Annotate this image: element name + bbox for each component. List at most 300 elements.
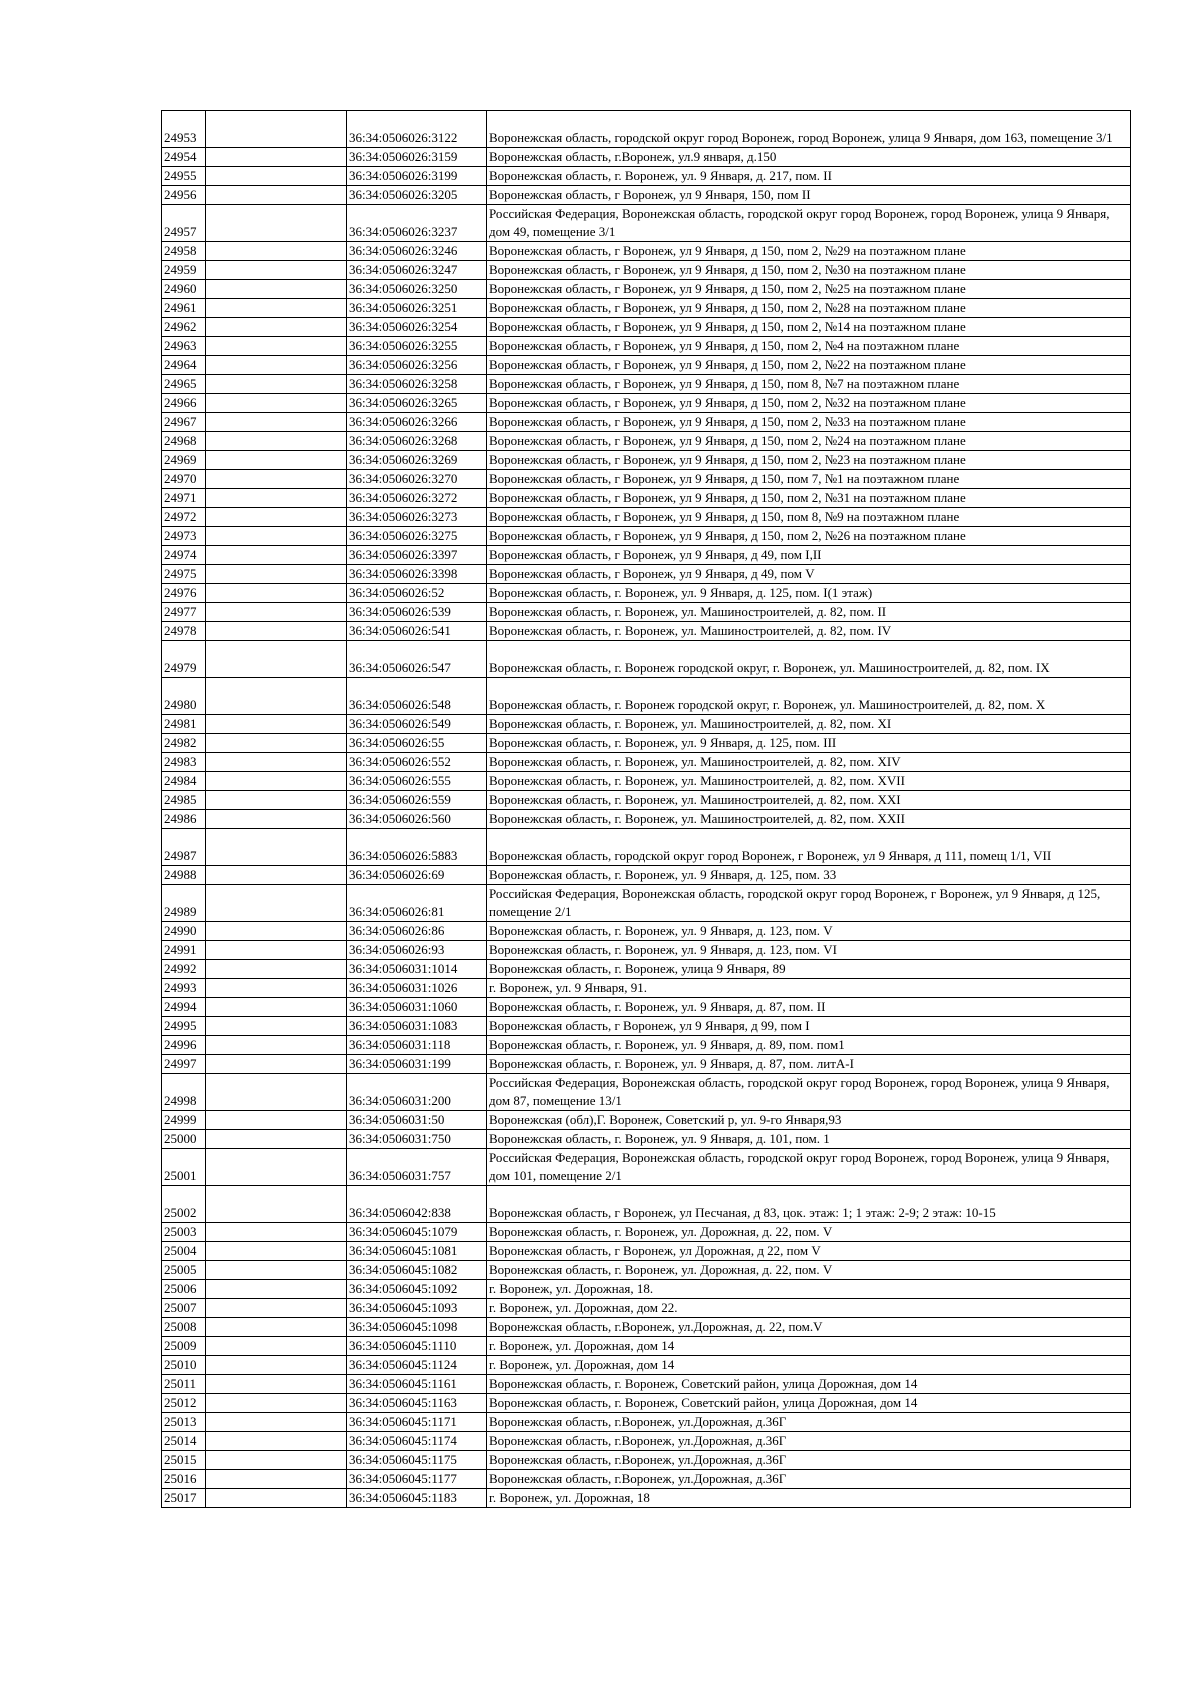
address-cell: Воронежская область, г. Воронеж, ул. Машиностроителей, д. 82, пом. XXII — [487, 810, 1131, 829]
address-cell: Воронежская область, г. Воронеж, ул. 9 Января, д. 123, пом. VI — [487, 941, 1131, 960]
empty-cell — [206, 960, 347, 979]
empty-cell — [206, 979, 347, 998]
empty-cell — [206, 111, 347, 148]
empty-cell — [206, 432, 347, 451]
address-cell: Воронежская область, г Воронеж, ул 9 Января, д 150, пом 2, №25 на поэтажном плане — [487, 280, 1131, 299]
cadastral-number-cell: 36:34:0506026:3247 — [347, 261, 487, 280]
empty-cell — [206, 810, 347, 829]
cadastral-number-cell: 36:34:0506031:1060 — [347, 998, 487, 1017]
row-number-cell: 24968 — [162, 432, 206, 451]
empty-cell — [206, 565, 347, 584]
address-cell: Воронежская область, г Воронеж, ул 9 Января, д 150, пом 2, №31 на поэтажном плане — [487, 489, 1131, 508]
table-row — [162, 1394, 1131, 1413]
cadastral-number-cell: 36:34:0506031:1026 — [347, 979, 487, 998]
table-row — [162, 527, 1131, 546]
row-number-cell: 24957 — [162, 205, 206, 242]
empty-cell — [206, 1337, 347, 1356]
address-cell: Воронежская область, г Воронеж, ул 9 Января, д 150, пом 2, №22 на поэтажном плане — [487, 356, 1131, 375]
address-cell: Российская Федерация, Воронежская область, городской округ город Воронеж, город Воронеж, улица 9 Января, дом 49, помещение 3/1 — [487, 205, 1131, 242]
row-number-cell: 25004 — [162, 1242, 206, 1261]
row-number-cell: 25010 — [162, 1356, 206, 1375]
table-row — [162, 885, 1131, 922]
row-number-cell: 24994 — [162, 998, 206, 1017]
table-row — [162, 1186, 1131, 1223]
row-number-cell: 24954 — [162, 148, 206, 167]
cadastral-number-cell: 36:34:0506026:560 — [347, 810, 487, 829]
address-cell: Воронежская область, г Воронеж, ул 9 Января, д 150, пом 2, №23 на поэтажном плане — [487, 451, 1131, 470]
row-number-cell: 25006 — [162, 1280, 206, 1299]
address-cell: Воронежская область, г. Воронеж, ул. Машиностроителей, д. 82, пом. II — [487, 603, 1131, 622]
cadastral-number-cell: 36:34:0506045:1079 — [347, 1223, 487, 1242]
table-row — [162, 1489, 1131, 1508]
cadastral-number-cell: 36:34:0506045:1124 — [347, 1356, 487, 1375]
cadastral-number-cell: 36:34:0506026:3251 — [347, 299, 487, 318]
table-row — [162, 772, 1131, 791]
table-row — [162, 470, 1131, 489]
cadastral-number-cell: 36:34:0506045:1183 — [347, 1489, 487, 1508]
table-row — [162, 1017, 1131, 1036]
empty-cell — [206, 148, 347, 167]
row-number-cell: 24967 — [162, 413, 206, 432]
empty-cell — [206, 1413, 347, 1432]
address-cell: Воронежская область, г. Воронеж, ул. Дорожная, д. 22, пом. V — [487, 1261, 1131, 1280]
empty-cell — [206, 451, 347, 470]
empty-cell — [206, 941, 347, 960]
address-cell: Воронежская область, г Воронеж, ул 9 Января, д 99, пом I — [487, 1017, 1131, 1036]
row-number-cell: 25000 — [162, 1130, 206, 1149]
address-cell: Воронежская область, г. Воронеж, ул. Машиностроителей, д. 82, пом. XVII — [487, 772, 1131, 791]
row-number-cell: 24995 — [162, 1017, 206, 1036]
cadastral-number-cell: 36:34:0506031:1083 — [347, 1017, 487, 1036]
row-number-cell: 24989 — [162, 885, 206, 922]
row-number-cell: 24983 — [162, 753, 206, 772]
empty-cell — [206, 1489, 347, 1508]
address-cell: Воронежская область, г Воронеж, ул 9 Января, д 150, пом 2, №30 на поэтажном плане — [487, 261, 1131, 280]
table-row — [162, 678, 1131, 715]
empty-cell — [206, 1375, 347, 1394]
table-row — [162, 261, 1131, 280]
table-row — [162, 546, 1131, 565]
empty-cell — [206, 1299, 347, 1318]
row-number-cell: 24975 — [162, 565, 206, 584]
empty-cell — [206, 1055, 347, 1074]
row-number-cell: 24961 — [162, 299, 206, 318]
address-cell: Воронежская область, г Воронеж, ул 9 Января, д 150, пом 2, №29 на поэтажном плане — [487, 242, 1131, 261]
address-cell: Воронежская область, г. Воронеж городской округ, г. Воронеж, ул. Машиностроителей, д. 82, пом. IX — [487, 641, 1131, 678]
table-row — [162, 1130, 1131, 1149]
row-number-cell: 25014 — [162, 1432, 206, 1451]
cadastral-number-cell: 36:34:0506031:750 — [347, 1130, 487, 1149]
table-row — [162, 941, 1131, 960]
row-number-cell: 24987 — [162, 829, 206, 866]
table-row — [162, 1356, 1131, 1375]
table-row — [162, 148, 1131, 167]
cadastral-number-cell: 36:34:0506026:3270 — [347, 470, 487, 489]
row-number-cell: 24966 — [162, 394, 206, 413]
row-number-cell: 24982 — [162, 734, 206, 753]
row-number-cell: 25013 — [162, 1413, 206, 1432]
empty-cell — [206, 1036, 347, 1055]
address-cell: Воронежская область, г. Воронеж, ул. 9 Января, д. 89, пом. пом1 — [487, 1036, 1131, 1055]
address-cell: г. Воронеж, ул. Дорожная, 18. — [487, 1280, 1131, 1299]
cadastral-number-cell: 36:34:0506026:3246 — [347, 242, 487, 261]
empty-cell — [206, 280, 347, 299]
cadastral-number-cell: 36:34:0506026:81 — [347, 885, 487, 922]
table-row — [162, 1470, 1131, 1489]
empty-cell — [206, 470, 347, 489]
empty-cell — [206, 205, 347, 242]
cadastral-number-cell: 36:34:0506031:757 — [347, 1149, 487, 1186]
table-row — [162, 337, 1131, 356]
table-row — [162, 1375, 1131, 1394]
table-row — [162, 432, 1131, 451]
row-number-cell: 24970 — [162, 470, 206, 489]
address-cell: Воронежская область, г. Воронеж, Советский район, улица Дорожная, дом 14 — [487, 1394, 1131, 1413]
table-row — [162, 979, 1131, 998]
row-number-cell: 24964 — [162, 356, 206, 375]
cadastral-number-cell: 36:34:0506026:3272 — [347, 489, 487, 508]
property-table — [161, 110, 1131, 1508]
cadastral-number-cell: 36:34:0506045:1171 — [347, 1413, 487, 1432]
table-row — [162, 998, 1131, 1017]
row-number-cell: 25007 — [162, 1299, 206, 1318]
table-row — [162, 375, 1131, 394]
empty-cell — [206, 715, 347, 734]
table-row — [162, 1451, 1131, 1470]
address-cell: Воронежская область, г.Воронеж, ул.Дорожная, д.36Г — [487, 1451, 1131, 1470]
cadastral-number-cell: 36:34:0506026:555 — [347, 772, 487, 791]
address-cell: г. Воронеж, ул. Дорожная, дом 14 — [487, 1337, 1131, 1356]
cadastral-number-cell: 36:34:0506031:200 — [347, 1074, 487, 1111]
address-cell: Воронежская область, г. Воронеж, Советский район, улица Дорожная, дом 14 — [487, 1375, 1131, 1394]
address-cell: Воронежская область, г Воронеж, ул 9 Января, д 150, пом 8, №9 на поэтажном плане — [487, 508, 1131, 527]
cadastral-number-cell: 36:34:0506026:3250 — [347, 280, 487, 299]
row-number-cell: 25008 — [162, 1318, 206, 1337]
row-number-cell: 24976 — [162, 584, 206, 603]
table-row — [162, 1299, 1131, 1318]
address-cell: Воронежская область, г Воронеж, ул Дорожная, д 22, пом V — [487, 1242, 1131, 1261]
row-number-cell: 24999 — [162, 1111, 206, 1130]
address-cell: Российская Федерация, Воронежская область, городской округ город Воронеж, город Воронеж, улица 9 Января, дом 87, помещение 13/1 — [487, 1074, 1131, 1111]
row-number-cell: 24965 — [162, 375, 206, 394]
table-row — [162, 489, 1131, 508]
empty-cell — [206, 167, 347, 186]
empty-cell — [206, 584, 347, 603]
row-number-cell: 24971 — [162, 489, 206, 508]
table-row — [162, 242, 1131, 261]
address-cell: г. Воронеж, ул. Дорожная, 18 — [487, 1489, 1131, 1508]
address-cell: Воронежская область, г Воронеж, ул 9 Января, д 150, пом 2, №33 на поэтажном плане — [487, 413, 1131, 432]
row-number-cell: 25011 — [162, 1375, 206, 1394]
address-cell: Воронежская область, г Воронеж, ул 9 Января, д 150, пом 2, №4 на поэтажном плане — [487, 337, 1131, 356]
row-number-cell: 24997 — [162, 1055, 206, 1074]
empty-cell — [206, 641, 347, 678]
empty-cell — [206, 885, 347, 922]
table-row — [162, 394, 1131, 413]
empty-cell — [206, 1261, 347, 1280]
table-row — [162, 734, 1131, 753]
empty-cell — [206, 261, 347, 280]
cadastral-number-cell: 36:34:0506045:1092 — [347, 1280, 487, 1299]
empty-cell — [206, 1111, 347, 1130]
empty-cell — [206, 753, 347, 772]
empty-cell — [206, 1394, 347, 1413]
empty-cell — [206, 242, 347, 261]
address-cell: Воронежская область, г. Воронеж, ул. 9 Января, д. 101, пом. 1 — [487, 1130, 1131, 1149]
cadastral-number-cell: 36:34:0506045:1177 — [347, 1470, 487, 1489]
address-cell: Воронежская область, г Воронеж, ул 9 Января, 150, пом II — [487, 186, 1131, 205]
cadastral-number-cell: 36:34:0506026:3273 — [347, 508, 487, 527]
row-number-cell: 25002 — [162, 1186, 206, 1223]
empty-cell — [206, 1242, 347, 1261]
empty-cell — [206, 489, 347, 508]
row-number-cell: 24991 — [162, 941, 206, 960]
table-row — [162, 167, 1131, 186]
empty-cell — [206, 772, 347, 791]
empty-cell — [206, 299, 347, 318]
address-cell: Воронежская область, г. Воронеж, ул. 9 Января, д. 123, пом. V — [487, 922, 1131, 941]
cadastral-number-cell: 36:34:0506026:539 — [347, 603, 487, 622]
cadastral-number-cell: 36:34:0506026:3256 — [347, 356, 487, 375]
row-number-cell: 24978 — [162, 622, 206, 641]
cadastral-number-cell: 36:34:0506045:1161 — [347, 1375, 487, 1394]
address-cell: Воронежская область, г.Воронеж, ул.Дорожная, д.36Г — [487, 1470, 1131, 1489]
row-number-cell: 24988 — [162, 866, 206, 885]
address-cell: Воронежская область, городской округ город Воронеж, город Воронеж, улица 9 Января, дом 163, помещение 3/1 — [487, 111, 1131, 148]
table-row — [162, 1261, 1131, 1280]
address-cell: Воронежская область, г Воронеж, ул 9 Января, д 150, пом 2, №24 на поэтажном плане — [487, 432, 1131, 451]
empty-cell — [206, 356, 347, 375]
address-cell: Воронежская область, г.Воронеж, ул.9 января, д.150 — [487, 148, 1131, 167]
row-number-cell: 24955 — [162, 167, 206, 186]
cadastral-number-cell: 36:34:0506031:1014 — [347, 960, 487, 979]
table-row — [162, 866, 1131, 885]
empty-cell — [206, 508, 347, 527]
cadastral-number-cell: 36:34:0506045:1175 — [347, 1451, 487, 1470]
address-cell: Российская Федерация, Воронежская область, городской округ город Воронеж, г Воронеж, ул 9 Января, д 125, помещение 2/1 — [487, 885, 1131, 922]
cadastral-number-cell: 36:34:0506026:3269 — [347, 451, 487, 470]
row-number-cell: 24956 — [162, 186, 206, 205]
table-row — [162, 922, 1131, 941]
table-row — [162, 603, 1131, 622]
row-number-cell: 24981 — [162, 715, 206, 734]
address-cell: Воронежская область, г. Воронеж, ул. Дорожная, д. 22, пом. V — [487, 1223, 1131, 1242]
address-cell: Воронежская область, г Воронеж, ул Песчаная, д 83, цок. этаж: 1; 1 этаж: 2-9; 2 этаж: 10-15 — [487, 1186, 1131, 1223]
address-cell: Воронежская область, г. Воронеж, улица 9 Января, 89 — [487, 960, 1131, 979]
empty-cell — [206, 1280, 347, 1299]
row-number-cell: 25012 — [162, 1394, 206, 1413]
row-number-cell: 24953 — [162, 111, 206, 148]
address-cell: Воронежская область, г Воронеж, ул 9 Января, д 150, пом 2, №26 на поэтажном плане — [487, 527, 1131, 546]
table-row — [162, 1223, 1131, 1242]
cadastral-number-cell: 36:34:0506026:552 — [347, 753, 487, 772]
table-row — [162, 413, 1131, 432]
empty-cell — [206, 1186, 347, 1223]
row-number-cell: 24993 — [162, 979, 206, 998]
cadastral-number-cell: 36:34:0506026:3255 — [347, 337, 487, 356]
row-number-cell: 24972 — [162, 508, 206, 527]
table-row — [162, 1432, 1131, 1451]
empty-cell — [206, 678, 347, 715]
table-row — [162, 186, 1131, 205]
row-number-cell: 24974 — [162, 546, 206, 565]
table-row — [162, 622, 1131, 641]
empty-cell — [206, 1432, 347, 1451]
address-cell: Воронежская область, г. Воронеж, ул. Машиностроителей, д. 82, пом. XIV — [487, 753, 1131, 772]
address-cell: Воронежская область, г Воронеж, ул 9 Января, д 150, пом 2, №28 на поэтажном плане — [487, 299, 1131, 318]
address-cell: Российская Федерация, Воронежская область, городской округ город Воронеж, город Воронеж, улица 9 Января, дом 101, помещение 2/1 — [487, 1149, 1131, 1186]
table-row — [162, 753, 1131, 772]
address-cell: Воронежская область, г Воронеж, ул 9 Января, д 49, пом V — [487, 565, 1131, 584]
row-number-cell: 25015 — [162, 1451, 206, 1470]
empty-cell — [206, 1318, 347, 1337]
empty-cell — [206, 622, 347, 641]
row-number-cell: 24960 — [162, 280, 206, 299]
cadastral-number-cell: 36:34:0506026:3275 — [347, 527, 487, 546]
address-cell: Воронежская область, г. Воронеж, ул. 9 Января, д. 125, пом. III — [487, 734, 1131, 753]
row-number-cell: 24980 — [162, 678, 206, 715]
empty-cell — [206, 546, 347, 565]
empty-cell — [206, 1074, 347, 1111]
row-number-cell: 24986 — [162, 810, 206, 829]
cadastral-number-cell: 36:34:0506045:1163 — [347, 1394, 487, 1413]
cadastral-number-cell: 36:34:0506026:55 — [347, 734, 487, 753]
row-number-cell: 25003 — [162, 1223, 206, 1242]
table-row — [162, 318, 1131, 337]
address-cell: г. Воронеж, ул. 9 Января, 91. — [487, 979, 1131, 998]
cadastral-number-cell: 36:34:0506031:50 — [347, 1111, 487, 1130]
empty-cell — [206, 998, 347, 1017]
empty-cell — [206, 375, 347, 394]
table-row — [162, 280, 1131, 299]
address-cell: Воронежская (обл),Г. Воронеж, Советский р, ул. 9-го Января,93 — [487, 1111, 1131, 1130]
table-row — [162, 1242, 1131, 1261]
table-row — [162, 584, 1131, 603]
cadastral-number-cell: 36:34:0506026:549 — [347, 715, 487, 734]
row-number-cell: 24992 — [162, 960, 206, 979]
table-row — [162, 1111, 1131, 1130]
table-row — [162, 299, 1131, 318]
cadastral-number-cell: 36:34:0506026:3254 — [347, 318, 487, 337]
address-cell: Воронежская область, г. Воронеж, ул. 9 Января, д. 125, пом. 33 — [487, 866, 1131, 885]
table-row — [162, 641, 1131, 678]
empty-cell — [206, 186, 347, 205]
row-number-cell: 24962 — [162, 318, 206, 337]
address-cell: Воронежская область, г. Воронеж, ул. Машиностроителей, д. 82, пом. IV — [487, 622, 1131, 641]
cadastral-number-cell: 36:34:0506031:199 — [347, 1055, 487, 1074]
empty-cell — [206, 318, 347, 337]
address-cell: г. Воронеж, ул. Дорожная, дом 22. — [487, 1299, 1131, 1318]
cadastral-number-cell: 36:34:0506045:1110 — [347, 1337, 487, 1356]
row-number-cell: 24984 — [162, 772, 206, 791]
table-row — [162, 1074, 1131, 1111]
cadastral-number-cell: 36:34:0506026:547 — [347, 641, 487, 678]
empty-cell — [206, 1356, 347, 1375]
table-row — [162, 508, 1131, 527]
cadastral-number-cell: 36:34:0506026:52 — [347, 584, 487, 603]
row-number-cell: 24963 — [162, 337, 206, 356]
address-cell: Воронежская область, г.Воронеж, ул.Дорожная, д. 22, пом.V — [487, 1318, 1131, 1337]
cadastral-number-cell: 36:34:0506042:838 — [347, 1186, 487, 1223]
cadastral-number-cell: 36:34:0506026:69 — [347, 866, 487, 885]
empty-cell — [206, 791, 347, 810]
cadastral-number-cell: 36:34:0506026:548 — [347, 678, 487, 715]
empty-cell — [206, 1130, 347, 1149]
table-row — [162, 1036, 1131, 1055]
table-row — [162, 1055, 1131, 1074]
address-cell: Воронежская область, г Воронеж, ул 9 Января, д 150, пом 2, №14 на поэтажном плане — [487, 318, 1131, 337]
cadastral-number-cell: 36:34:0506026:3397 — [347, 546, 487, 565]
address-cell: Воронежская область, г. Воронеж, ул. 9 Января, д. 217, пом. II — [487, 167, 1131, 186]
row-number-cell: 24990 — [162, 922, 206, 941]
row-number-cell: 24998 — [162, 1074, 206, 1111]
row-number-cell: 25017 — [162, 1489, 206, 1508]
address-cell: Воронежская область, г. Воронеж, ул. Машиностроителей, д. 82, пом. XI — [487, 715, 1131, 734]
row-number-cell: 24969 — [162, 451, 206, 470]
table-row — [162, 1318, 1131, 1337]
table-row — [162, 715, 1131, 734]
cadastral-number-cell: 36:34:0506045:1174 — [347, 1432, 487, 1451]
empty-cell — [206, 603, 347, 622]
cadastral-number-cell: 36:34:0506026:3199 — [347, 167, 487, 186]
cadastral-number-cell: 36:34:0506026:3266 — [347, 413, 487, 432]
empty-cell — [206, 527, 347, 546]
row-number-cell: 24979 — [162, 641, 206, 678]
cadastral-number-cell: 36:34:0506045:1081 — [347, 1242, 487, 1261]
cadastral-number-cell: 36:34:0506026:93 — [347, 941, 487, 960]
table-row — [162, 565, 1131, 584]
table-row — [162, 810, 1131, 829]
empty-cell — [206, 337, 347, 356]
table-row — [162, 829, 1131, 866]
cadastral-number-cell: 36:34:0506026:3205 — [347, 186, 487, 205]
cadastral-number-cell: 36:34:0506026:3258 — [347, 375, 487, 394]
table-row — [162, 791, 1131, 810]
cadastral-number-cell: 36:34:0506026:3268 — [347, 432, 487, 451]
cadastral-number-cell: 36:34:0506026:3122 — [347, 111, 487, 148]
address-cell: Воронежская область, г Воронеж, ул 9 Января, д 150, пом 7, №1 на поэтажном плане — [487, 470, 1131, 489]
row-number-cell: 24973 — [162, 527, 206, 546]
table-row — [162, 356, 1131, 375]
cadastral-number-cell: 36:34:0506026:3159 — [347, 148, 487, 167]
empty-cell — [206, 1017, 347, 1036]
row-number-cell: 25016 — [162, 1470, 206, 1489]
table-row — [162, 1149, 1131, 1186]
cadastral-number-cell: 36:34:0506045:1093 — [347, 1299, 487, 1318]
address-cell: Воронежская область, г.Воронеж, ул.Дорожная, д.36Г — [487, 1413, 1131, 1432]
row-number-cell: 24996 — [162, 1036, 206, 1055]
cadastral-number-cell: 36:34:0506031:118 — [347, 1036, 487, 1055]
empty-cell — [206, 394, 347, 413]
address-cell: Воронежская область, г Воронеж, ул 9 Января, д 150, пом 2, №32 на поэтажном плане — [487, 394, 1131, 413]
table-row — [162, 960, 1131, 979]
address-cell: Воронежская область, г. Воронеж, ул. 9 Января, д. 125, пом. I(1 этаж) — [487, 584, 1131, 603]
empty-cell — [206, 866, 347, 885]
address-cell: г. Воронеж, ул. Дорожная, дом 14 — [487, 1356, 1131, 1375]
cadastral-number-cell: 36:34:0506026:3237 — [347, 205, 487, 242]
cadastral-number-cell: 36:34:0506045:1098 — [347, 1318, 487, 1337]
address-cell: Воронежская область, г. Воронеж, ул. Машиностроителей, д. 82, пом. XXI — [487, 791, 1131, 810]
address-cell: Воронежская область, г. Воронеж городской округ, г. Воронеж, ул. Машиностроителей, д. 82, пом. X — [487, 678, 1131, 715]
cadastral-number-cell: 36:34:0506026:559 — [347, 791, 487, 810]
row-number-cell: 24985 — [162, 791, 206, 810]
cadastral-number-cell: 36:34:0506026:541 — [347, 622, 487, 641]
table-row — [162, 1337, 1131, 1356]
address-cell: Воронежская область, г Воронеж, ул 9 Января, д 49, пом I,II — [487, 546, 1131, 565]
cadastral-number-cell: 36:34:0506026:5883 — [347, 829, 487, 866]
cadastral-number-cell: 36:34:0506026:3398 — [347, 565, 487, 584]
empty-cell — [206, 1223, 347, 1242]
